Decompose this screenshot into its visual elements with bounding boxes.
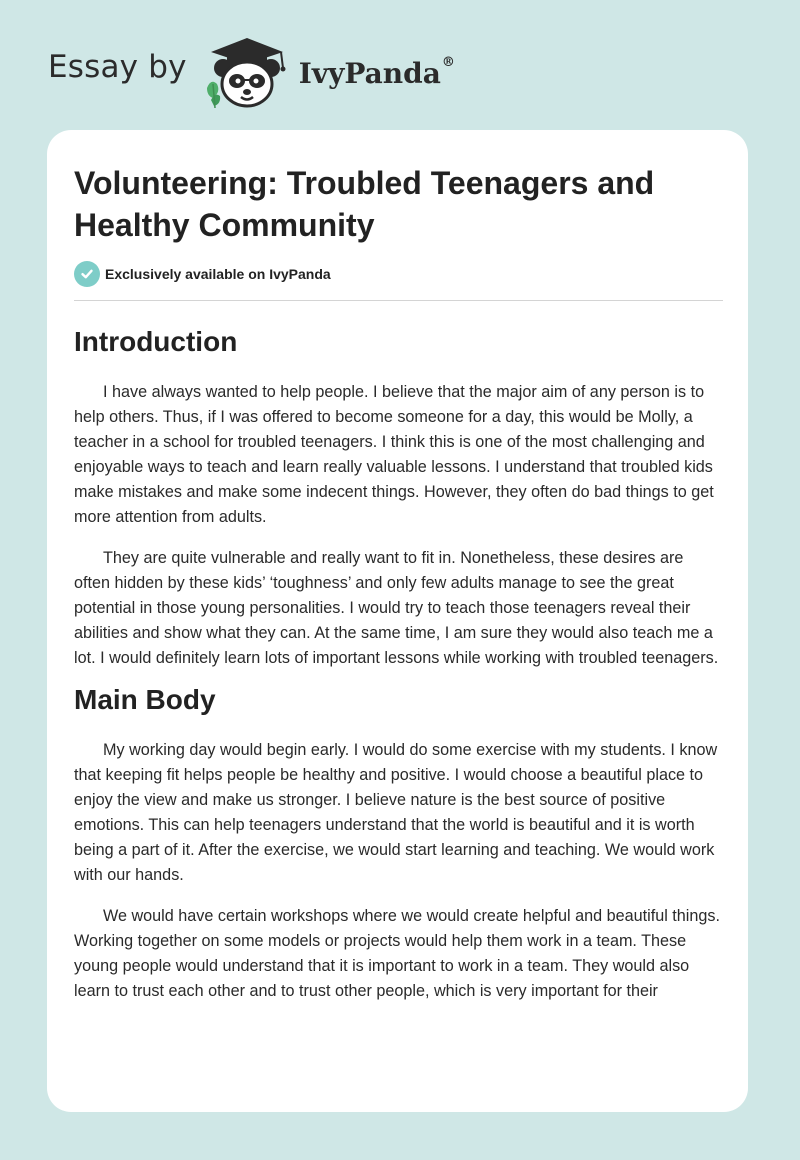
check-circle-icon bbox=[74, 261, 100, 287]
paragraph: My working day would begin early. I would do some exercise with my students. I know that keeping fit helps people be healthy and positive. I would choose a beautiful place to enjoy the view and make us stronger. I believe nature is the best source of positive emotions. This can help teenagers understand that the world is beautiful and it is worth being a part of it. After the exercise, we would start learning and teaching. We would work with our hands. bbox=[74, 741, 718, 884]
brand-text: IvyPanda bbox=[298, 56, 441, 90]
divider bbox=[74, 300, 723, 301]
section-heading-main-body: Main Body bbox=[74, 684, 216, 715]
section-heading-introduction: Introduction bbox=[74, 326, 238, 357]
paragraph: They are quite vulnerable and really want to fit in. Nonetheless, these desires are often hidden by these kids’ ‘toughness’ and only few adults manage to see the great potential in those young personalities. I would try to teach those teenagers reveal their abilities and show what they can. At the same time, I am sure they would also teach me a lot. I would definitely learn lots of important lessons while working with troubled teenagers. bbox=[74, 549, 719, 667]
paragraph: I have always wanted to help people. I believe that the major aim of any person is to help others. Thus, if I was offered to become someone for a day, this would be Molly, a teacher in a school for troubled teenagers. I think this is one of the most challenging and enjoyable ways to teach and learn really valuable lessons. I understand that troubled kids make mistakes and make some indecent things. However, they often do bad things to get more attention from adults. bbox=[74, 383, 714, 526]
essay-card bbox=[47, 130, 748, 1112]
essay-content bbox=[74, 162, 723, 1004]
registered-mark: ® bbox=[441, 54, 455, 70]
essay-by-label: Essay by bbox=[48, 49, 187, 85]
exclusive-badge bbox=[74, 260, 723, 288]
exclusive-badge-text: Exclusively available on IvyPanda bbox=[105, 266, 331, 282]
brand-name[interactable] bbox=[298, 54, 455, 90]
panda-graduate-icon[interactable] bbox=[201, 34, 293, 110]
site-header bbox=[48, 34, 455, 110]
essay-title: Volunteering: Troubled Teenagers and Healthy Community bbox=[74, 165, 655, 243]
paragraph: We would have certain workshops where we would create helpful and beautiful things. Working together on some models or projects would help them work in a team. These young people would understand that it is important to work in a team. They would also learn to trust each other and to trust other people, which is very important for their bbox=[74, 907, 720, 1000]
